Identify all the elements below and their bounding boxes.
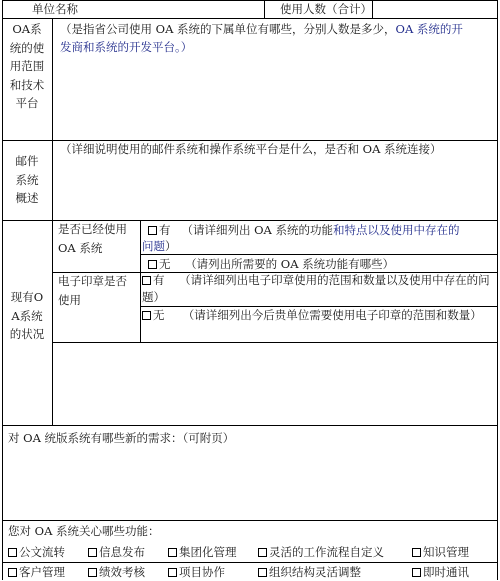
row-divider	[2, 520, 498, 521]
new-needs-label: 对 OA 统版系统有哪些新的需求：（可附页）	[8, 431, 235, 445]
features-label: 您对 OA 系统关心哪些功能：	[8, 524, 160, 538]
feature-option[interactable]: 客户管理	[8, 563, 65, 581]
checkbox-icon[interactable]	[412, 548, 421, 557]
header-divider	[264, 0, 265, 18]
label-column-divider	[52, 18, 53, 425]
new-needs-answer-area[interactable]	[4, 450, 496, 518]
checkbox-icon[interactable]	[142, 311, 151, 320]
checkbox-icon[interactable]	[168, 568, 177, 577]
uses-oa-yes-option[interactable]: 有 （请详细列出 OA 系统的功能和特点以及使用中存在的	[148, 221, 460, 239]
table-border-right	[497, 0, 498, 580]
checkbox-icon[interactable]	[148, 260, 157, 269]
checkbox-icon[interactable]	[258, 548, 267, 557]
feature-option[interactable]: 集团化管理	[168, 543, 237, 561]
oa-status-answer-area[interactable]	[54, 344, 496, 423]
e-seal-question: 电子印章是否使用	[58, 274, 127, 307]
checkbox-icon[interactable]	[88, 568, 97, 577]
feature-option[interactable]: 即时通讯	[412, 563, 469, 581]
oa-scope-answer-area[interactable]	[54, 60, 496, 138]
unit-name-field[interactable]	[94, 1, 262, 17]
feature-option[interactable]: 灵活的工作流程自定义	[258, 543, 384, 561]
oa-scope-label: OA系统的使用范围和技术平台	[9, 22, 45, 110]
oa-status-label: 现有OA系统的状况	[9, 290, 45, 341]
e-seal-yes-option[interactable]: 有 （请详细列出电子印章使用的范围和数量以及使用中存在的问题）	[142, 273, 490, 304]
sub-column-divider	[140, 220, 141, 342]
e-seal-no-option[interactable]: 无 （请详细列出今后贵单位需要使用电子印章的范围和数量）	[142, 307, 496, 324]
feature-option[interactable]: 信息发布	[88, 543, 145, 561]
feature-option[interactable]: 公文流转	[8, 543, 65, 561]
uses-oa-yes-note-line2: 问题）	[142, 239, 177, 253]
checkbox-icon[interactable]	[8, 568, 17, 577]
mail-system-note: （详细说明使用的邮件系统和操作系统平台是什么，是否和 OA 系统连接）	[60, 142, 442, 156]
checkbox-icon[interactable]	[412, 568, 421, 577]
users-count-field[interactable]	[374, 1, 496, 17]
row-divider	[2, 425, 498, 426]
oa-survey-form	[2, 0, 498, 580]
table-border-left	[2, 0, 3, 580]
checkbox-icon[interactable]	[88, 548, 97, 557]
checkbox-icon[interactable]	[142, 276, 151, 285]
mail-system-label: 邮件系统概述	[15, 154, 39, 205]
uses-oa-question: 是否已经使用 OA 系统	[58, 222, 127, 255]
checkbox-icon[interactable]	[8, 548, 17, 557]
checkbox-icon[interactable]	[258, 568, 267, 577]
checkbox-icon[interactable]	[168, 548, 177, 557]
feature-option[interactable]: 项目协作	[168, 563, 225, 581]
feature-option[interactable]: 绩效考核	[88, 563, 145, 581]
checkbox-icon[interactable]	[148, 226, 157, 235]
feature-option[interactable]: 知识管理	[412, 543, 469, 561]
row-divider	[52, 342, 498, 343]
uses-oa-no-option[interactable]: 无 （请列出所需要的 OA 系统功能有哪些）	[148, 255, 394, 273]
oa-scope-note-line1: （是指省公司使用 OA 系统的下属单位有哪些，分别人数是多少，OA 系统的开	[60, 22, 463, 36]
unit-name-label: 单位名称	[32, 2, 78, 16]
feature-option[interactable]: 组织结构灵活调整	[258, 563, 361, 581]
header-divider	[372, 0, 373, 18]
oa-scope-note-line2: 发商和系统的开发平台。）	[60, 40, 193, 54]
mail-system-answer-area[interactable]	[54, 162, 496, 218]
users-count-label: 使用人数（合计）	[280, 2, 372, 16]
